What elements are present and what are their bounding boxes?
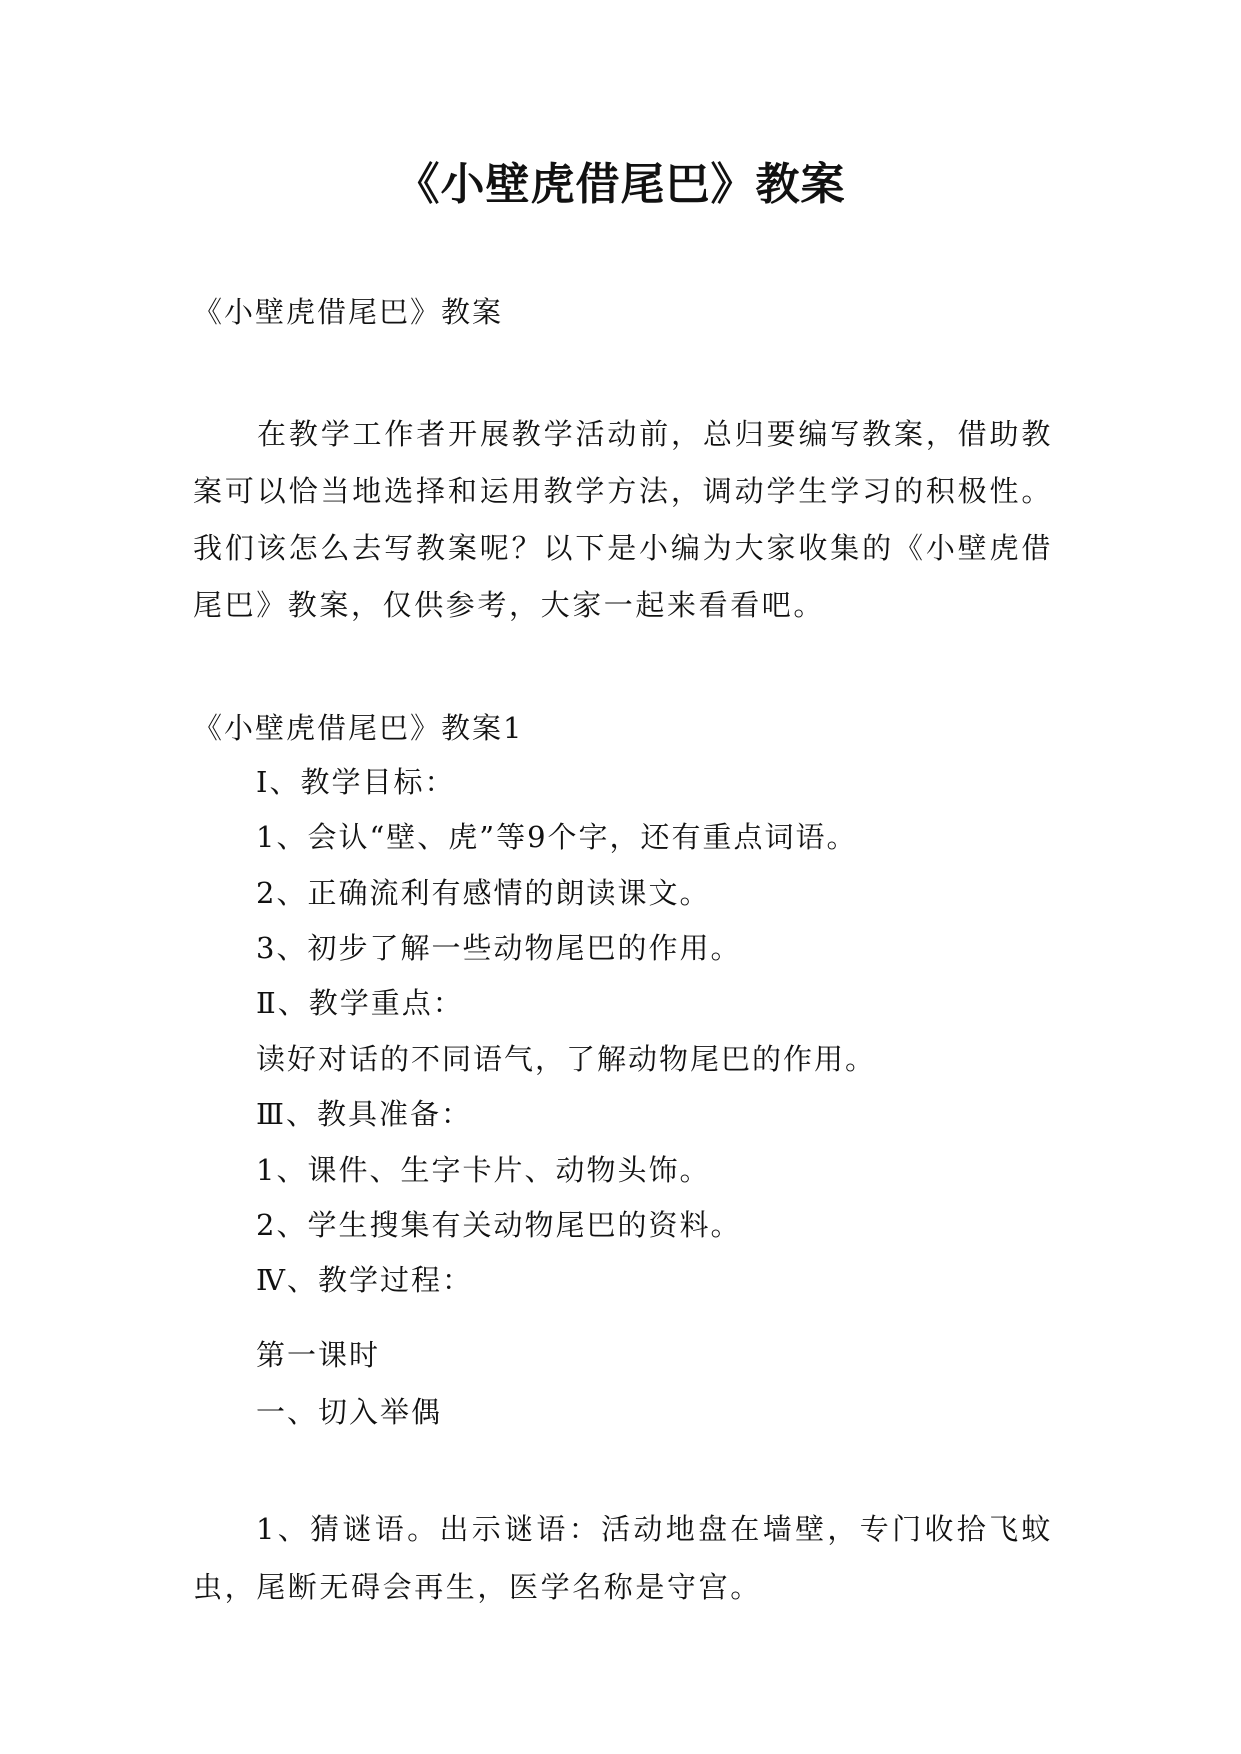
heading-teaching-aids: Ⅲ、教具准备： bbox=[256, 1097, 472, 1131]
heading-teaching-focus: Ⅱ、教学重点： bbox=[256, 986, 464, 1020]
heading-teaching-process: Ⅳ、教学过程： bbox=[256, 1263, 473, 1297]
document-subtitle: 《小壁虎借尾巴》教案 bbox=[193, 295, 504, 329]
intro-paragraph: 在教学工作者开展教学活动前，总归要编写教案，借助教案可以恰当地选择和运用教学方法，调动学生学习的积极性。我们该怎么去写教案呢？以下是小编为大家收集的《小壁虎借尾巴》教案，仅供参考，大家一起来看看吧。 bbox=[193, 417, 1053, 622]
aids-item-2: 2、学生搜集有关动物尾巴的资料。 bbox=[256, 1208, 742, 1242]
goal-item-1: 1、会认“壁、虎”等9个字，还有重点词语。 bbox=[256, 820, 858, 854]
aids-item-1: 1、课件、生字卡片、动物头饰。 bbox=[256, 1153, 711, 1187]
document-title: 《小壁虎借尾巴》教案 bbox=[395, 159, 846, 210]
focus-text: 读好对话的不同语气，了解动物尾巴的作用。 bbox=[256, 1042, 877, 1076]
section-title: 《小壁虎借尾巴》教案1 bbox=[193, 711, 524, 745]
lesson-period: 第一课时 bbox=[256, 1338, 381, 1372]
goal-item-2: 2、正确流利有感情的朗读课文。 bbox=[256, 876, 711, 910]
step-heading: 一、切入举偶 bbox=[256, 1395, 443, 1429]
heading-teaching-goals: Ⅰ、教学目标： bbox=[256, 765, 456, 799]
goal-item-3: 3、初步了解一些动物尾巴的作用。 bbox=[256, 931, 742, 965]
riddle-paragraph: 1、猜谜语。出示谜语：活动地盘在墙壁，专门收拾飞蚊虫，尾断无碍会再生，医学名称是守宫。 bbox=[193, 1512, 1053, 1604]
